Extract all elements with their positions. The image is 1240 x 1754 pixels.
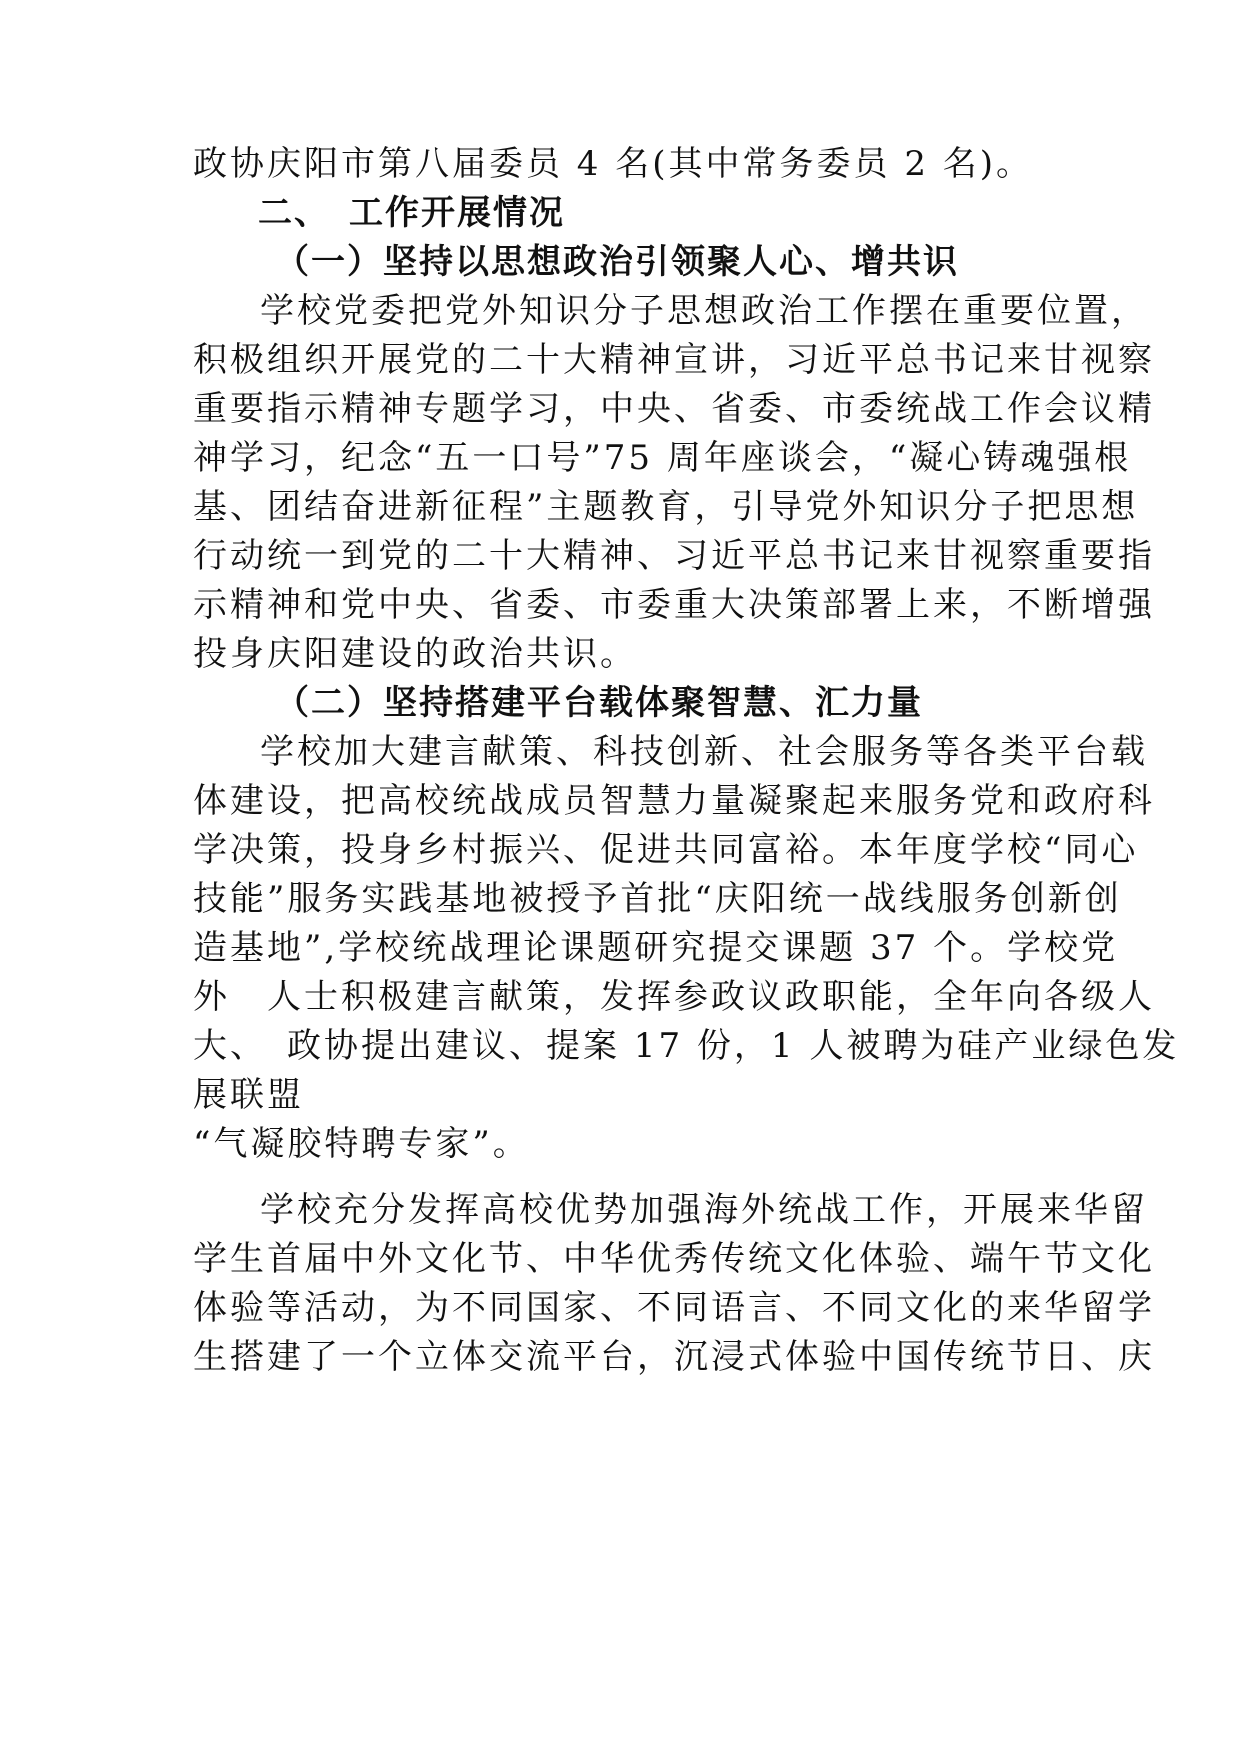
paragraph-line: 造基地”,学校统战理论课题研究提交课题 37 个。学校党 [193, 928, 1119, 968]
paragraph-line: “气凝胶特聘专家”。 [193, 1124, 530, 1164]
section-heading: 二、 工作开展情况 [258, 193, 565, 233]
paragraph-line: 体建设，把高校统战成员智慧力量凝聚起来服务党和政府科 [193, 781, 1155, 821]
paragraph-line: 重要指示精神专题学习，中央、省委、市委统战工作会议精 [193, 389, 1155, 429]
paragraph-line: 学校充分发挥高校优势加强海外统战工作，开展来华留 [260, 1190, 1148, 1230]
subsection-heading: （二）坚持搭建平台载体聚智慧、汇力量 [275, 683, 923, 723]
paragraph-line: 外 人士积极建言献策，发挥参政议政职能，全年向各级人 [193, 977, 1155, 1017]
paragraph-line: 基、团结奋进新征程”主题教育，引导党外知识分子把思想 [193, 487, 1139, 527]
subsection-heading: （一）坚持以思想政治引领聚人心、增共识 [275, 242, 959, 282]
paragraph-line: 投身庆阳建设的政治共识。 [193, 634, 637, 674]
paragraph-line: 神学习，纪念“五一口号”75 周年座谈会，“凝心铸魂强根 [193, 438, 1132, 478]
paragraph-line: 政协庆阳市第八届委员 4 名(其中常务委员 2 名)。 [193, 144, 1034, 184]
paragraph-line: 技能”服务实践基地被授予首批“庆阳统一战线服务创新创 [193, 879, 1122, 919]
paragraph-line: 大、 政协提出建议、提案 17 份，1 人被聘为硅产业绿色发 [193, 1026, 1180, 1066]
paragraph-line: 学决策，投身乡村振兴、促进共同富裕。本年度学校“同心 [193, 830, 1139, 870]
paragraph-line: 生搭建了一个立体交流平台，沉浸式体验中国传统节日、庆 [193, 1337, 1155, 1377]
paragraph-line: 行动统一到党的二十大精神、习近平总书记来甘视察重要指 [193, 536, 1155, 576]
paragraph-line: 学生首届中外文化节、中华优秀传统文化体验、端午节文化 [193, 1239, 1155, 1279]
paragraph-line: 示精神和党中央、省委、市委重大决策部署上来，不断增强 [193, 585, 1155, 625]
paragraph-line: 体验等活动，为不同国家、不同语言、不同文化的来华留学 [193, 1288, 1155, 1328]
paragraph-line: 学校加大建言献策、科技创新、社会服务等各类平台载 [260, 732, 1148, 772]
paragraph-line: 展联盟 [193, 1075, 304, 1115]
paragraph-line: 积极组织开展党的二十大精神宣讲，习近平总书记来甘视察 [193, 340, 1155, 380]
paragraph-line: 学校党委把党外知识分子思想政治工作摆在重要位置， [260, 291, 1148, 331]
